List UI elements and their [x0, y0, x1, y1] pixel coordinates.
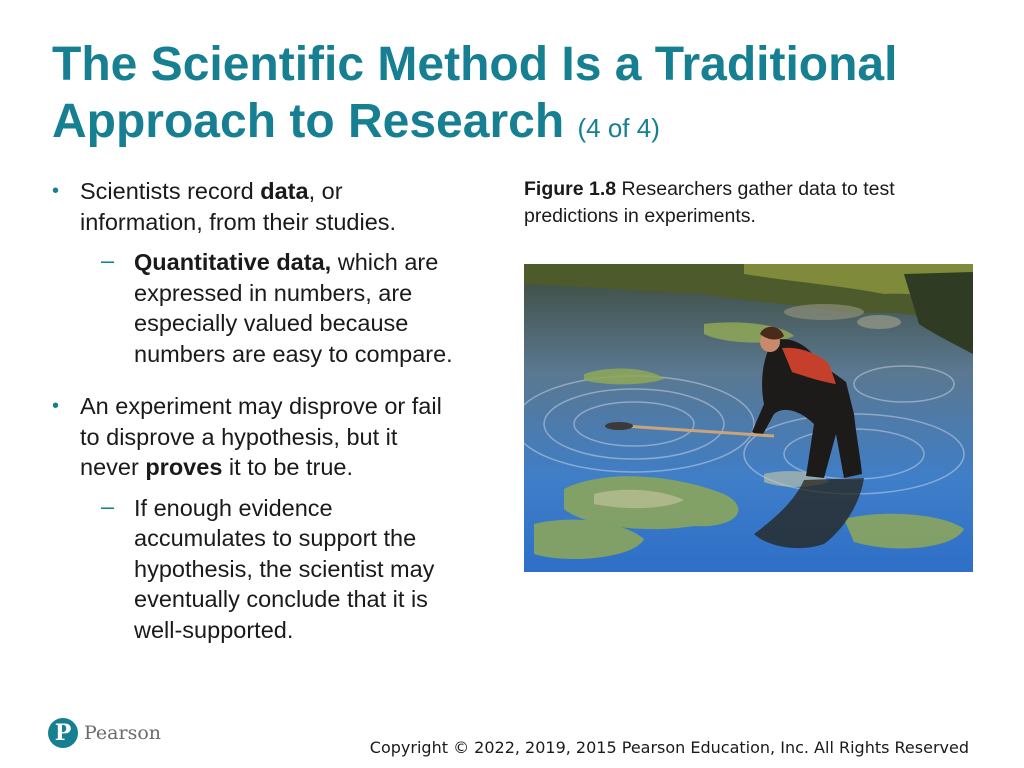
sub-bullet-dash-icon: – [101, 492, 115, 519]
bullet-dot-icon: • [52, 180, 60, 202]
slide-title-main: The Scientific Method Is a Traditional Approach to Research [52, 38, 898, 148]
pearson-wordmark: Pearson [84, 722, 162, 744]
bullet-text: , or information, from their studies. [80, 178, 397, 235]
sub-bullet-item-2 [101, 492, 454, 646]
researcher-in-water-image [524, 264, 973, 572]
slide-title-part-indicator: (4 of 4) [577, 113, 660, 143]
pearson-logo [48, 718, 161, 748]
figure-label: Figure 1.8 [524, 178, 617, 200]
bullet-bold-term: data [260, 178, 309, 204]
copyright-notice: Copyright © 2022, 2019, 2015 Pearson Education, Inc. All Rights Reserved [369, 738, 969, 757]
bullet-text: it to be true. [222, 454, 354, 480]
sub-bullet-text: which are expressed in numbers, are especially valued because numbers are easy to compare. [134, 249, 453, 367]
sub-bullet-dash-icon: – [101, 247, 115, 273]
figure-photo [524, 264, 973, 572]
bullet-list [52, 176, 457, 645]
bullet-text: An experiment may disprove or fail to disprove a hypothesis, but it never [80, 393, 442, 480]
sub-bullet-item-1 [101, 247, 454, 369]
sub-bullet-text: If enough evidence accumulates to support the hypothesis, the scientist may eventually conclude that it is well-supported. [134, 494, 435, 643]
figure-caption [524, 176, 944, 230]
bullet-item-2 [52, 391, 457, 483]
bullet-text: Scientists record [80, 178, 261, 204]
slide-title [52, 36, 992, 157]
bullet-dot-icon: • [52, 395, 60, 417]
figure-caption-text: Researchers gather data to test predictions in experiments. [524, 178, 895, 227]
pearson-p-logo-icon: P [48, 718, 78, 748]
sub-bullet-bold-term: Quantitative data, [134, 249, 332, 275]
bullet-bold-term: proves [145, 454, 223, 480]
bullet-item-1 [52, 176, 457, 237]
